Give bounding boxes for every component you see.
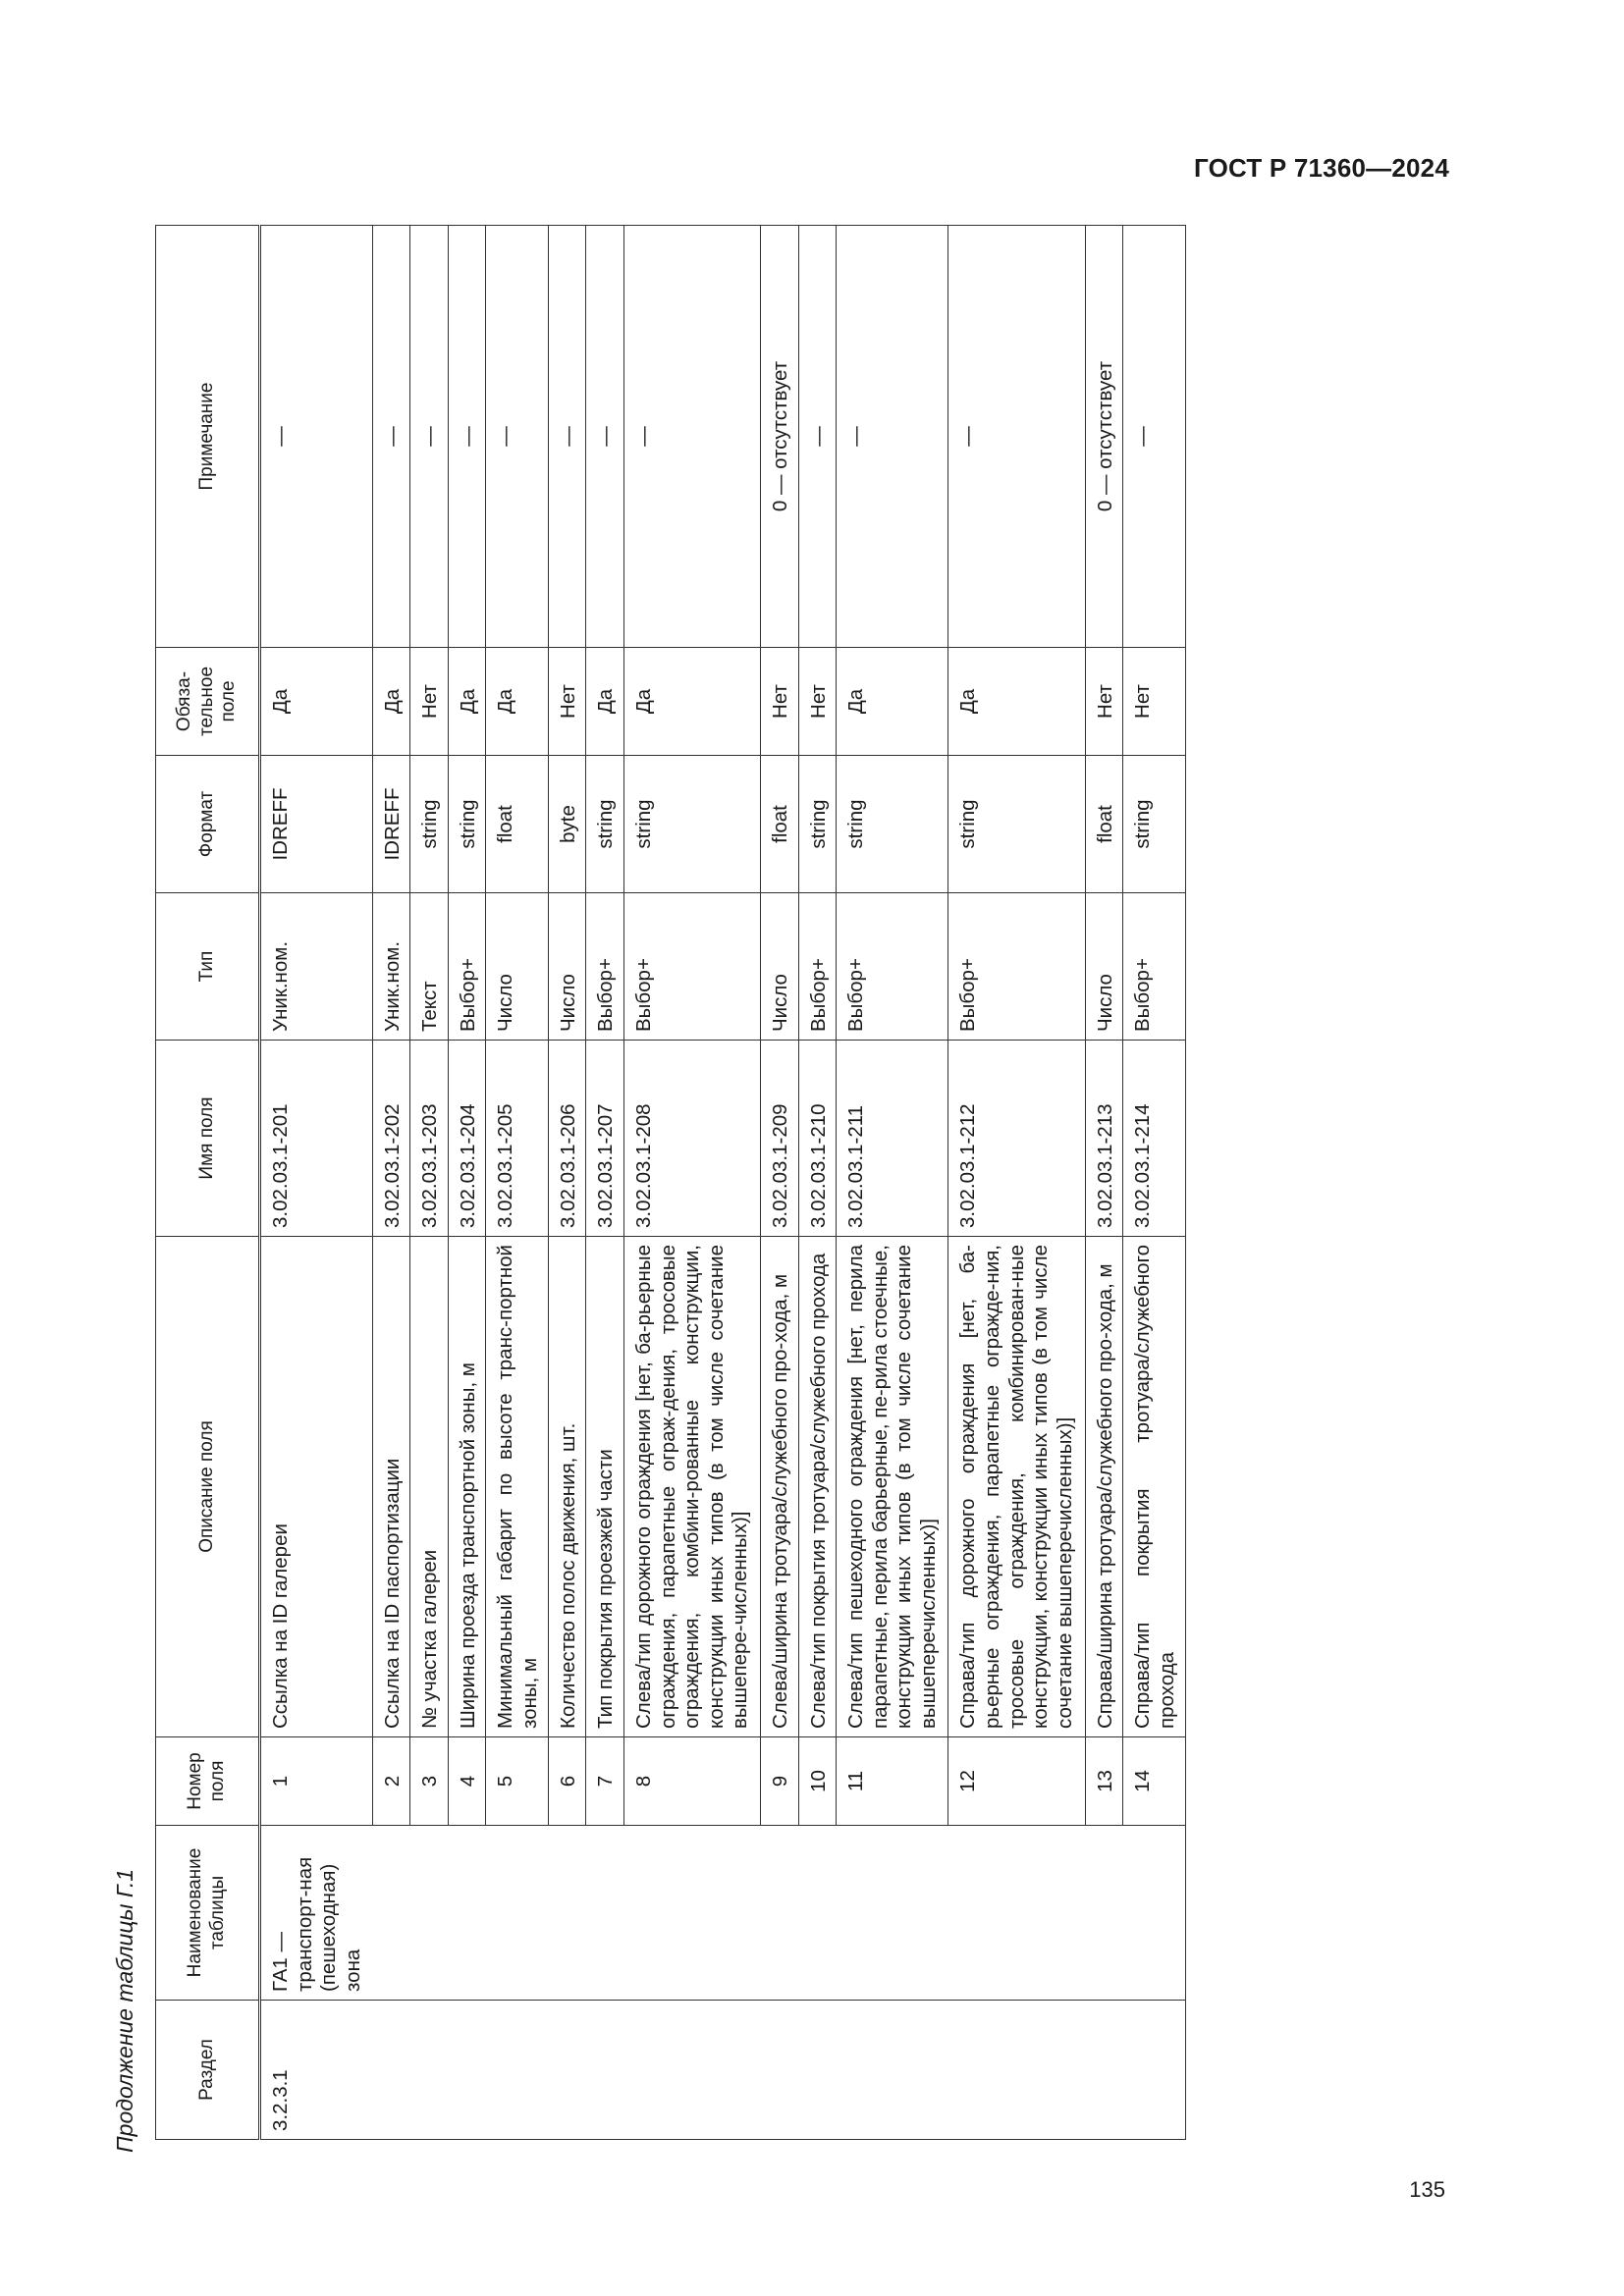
section-cell: 3.2.3.1 — [260, 2001, 373, 2140]
field-number: 2 — [372, 1737, 410, 1826]
table-name-cell — [623, 1826, 760, 2001]
field-format: IDREFF — [372, 756, 410, 893]
field-name: 3.02.03.1-207 — [586, 1041, 624, 1237]
field-note: — — [410, 226, 449, 648]
field-type: Число — [761, 893, 799, 1041]
table-name-cell — [372, 1826, 410, 2001]
table-name-cell — [798, 1826, 837, 2001]
col-header-field-description: Описание поля — [156, 1237, 260, 1737]
field-name: 3.02.03.1-202 — [372, 1041, 410, 1237]
field-format: float — [761, 756, 799, 893]
section-cell — [486, 2001, 549, 2140]
field-description: Справа/тип покрытия тротуара/служебного прохода — [1123, 1237, 1186, 1737]
field-format: float — [486, 756, 549, 893]
col-header-field-name: Имя поля — [156, 1041, 260, 1237]
field-required: Да — [586, 648, 624, 756]
field-name: 3.02.03.1-214 — [1123, 1041, 1186, 1237]
section-cell — [1123, 2001, 1186, 2140]
section-cell — [761, 2001, 799, 2140]
field-note: — — [837, 226, 948, 648]
col-header-section: Раздел — [156, 2001, 260, 2140]
section-cell — [623, 2001, 760, 2140]
table-name-cell — [948, 1826, 1085, 2001]
field-format: string — [623, 756, 760, 893]
field-required: Да — [948, 648, 1085, 756]
field-note: — — [260, 226, 373, 648]
field-type: Выбор+ — [798, 893, 837, 1041]
field-note: — — [448, 226, 486, 648]
field-format: float — [1085, 756, 1123, 893]
table-row — [948, 226, 1085, 2140]
field-name: 3.02.03.1-213 — [1085, 1041, 1123, 1237]
table-name-cell — [586, 1826, 624, 2001]
field-type: Выбор+ — [837, 893, 948, 1041]
table-name-cell — [1085, 1826, 1123, 2001]
table-row — [486, 226, 549, 2140]
field-note: — — [372, 226, 410, 648]
field-name: 3.02.03.1-203 — [410, 1041, 449, 1237]
field-note: — — [798, 226, 837, 648]
field-description: Количество полос движения, шт. — [548, 1237, 586, 1737]
field-required: Да — [260, 648, 373, 756]
field-type: Текст — [410, 893, 449, 1041]
table-row — [260, 226, 373, 2140]
field-description: № участка галереи — [410, 1237, 449, 1737]
field-required: Нет — [1123, 648, 1186, 756]
table-row — [623, 226, 760, 2140]
field-note: — — [1123, 226, 1186, 648]
field-description: Ссылка на ID паспортизации — [372, 1237, 410, 1737]
field-type: Выбор+ — [948, 893, 1085, 1041]
field-required: Нет — [761, 648, 799, 756]
table-row — [372, 226, 410, 2140]
field-number: 12 — [948, 1737, 1085, 1826]
table-caption: Продолжение таблицы Г.1 — [112, 1868, 137, 2153]
field-number: 3 — [410, 1737, 449, 1826]
field-number: 1 — [260, 1737, 373, 1826]
col-header-field-number: Номер поля — [156, 1737, 260, 1826]
header-row — [156, 226, 260, 2140]
table-row — [798, 226, 837, 2140]
page-number: 135 — [1409, 2177, 1445, 2202]
field-name: 3.02.03.1-209 — [761, 1041, 799, 1237]
field-required: Нет — [1085, 648, 1123, 756]
field-note: — — [586, 226, 624, 648]
field-note: — — [623, 226, 760, 648]
field-type: Выбор+ — [623, 893, 760, 1041]
section-cell — [548, 2001, 586, 2140]
table-name-cell — [548, 1826, 586, 2001]
table-name-cell — [448, 1826, 486, 2001]
field-type: Уник.ном. — [372, 893, 410, 1041]
field-description: Ссылка на ID галереи — [260, 1237, 373, 1737]
field-format: IDREFF — [260, 756, 373, 893]
field-note: 0 — отсутствует — [1085, 226, 1123, 648]
col-header-type: Тип — [156, 893, 260, 1041]
table-row — [1085, 226, 1123, 2140]
col-header-note: Примечание — [156, 226, 260, 648]
field-required: Нет — [798, 648, 837, 756]
field-note: — — [548, 226, 586, 648]
field-description: Минимальный габарит по высоте транс-портной зоны, м — [486, 1237, 549, 1737]
field-note: — — [948, 226, 1085, 648]
section-cell — [410, 2001, 449, 2140]
field-name: 3.02.03.1-208 — [623, 1041, 760, 1237]
field-required: Нет — [410, 648, 449, 756]
field-name: 3.02.03.1-204 — [448, 1041, 486, 1237]
field-format: string — [1123, 756, 1186, 893]
field-format: string — [410, 756, 449, 893]
field-description: Справа/тип дорожного ограждения [нет, ба-рьерные ограждения, парапетные огражде-ния, тросовые ограждения, комбинирован-ные конструкции, конструкции иных типов (в том числе сочетание вышеперечисленных)] — [948, 1237, 1085, 1737]
document-id: ГОСТ Р 71360—2024 — [1194, 153, 1449, 183]
field-format: byte — [548, 756, 586, 893]
field-required: Да — [372, 648, 410, 756]
field-required: Нет — [548, 648, 586, 756]
table-name-cell — [1123, 1826, 1186, 2001]
field-type: Уник.ном. — [260, 893, 373, 1041]
field-number: 5 — [486, 1737, 549, 1826]
field-format: string — [948, 756, 1085, 893]
section-cell — [948, 2001, 1085, 2140]
field-required: Да — [486, 648, 549, 756]
table-name-cell — [761, 1826, 799, 2001]
table-row — [1123, 226, 1186, 2140]
field-format: string — [448, 756, 486, 893]
field-name: 3.02.03.1-205 — [486, 1041, 549, 1237]
field-description: Тип покрытия проезжей части — [586, 1237, 624, 1737]
field-type: Выбор+ — [1123, 893, 1186, 1041]
table-row — [548, 226, 586, 2140]
field-number: 4 — [448, 1737, 486, 1826]
field-name: 3.02.03.1-211 — [837, 1041, 948, 1237]
field-description: Слева/тип пешеходного ограждения [нет, перила парапетные, перила барьерные, пе-рила стоечные, конструкции иных типов (в том числе сочетание вышеперечисленных)] — [837, 1237, 948, 1737]
table-row — [761, 226, 799, 2140]
col-header-format: Формат — [156, 756, 260, 893]
table-container — [155, 226, 1186, 2140]
field-number: 13 — [1085, 1737, 1123, 1826]
field-type: Число — [1085, 893, 1123, 1041]
col-header-required: Обяза-тельное поле — [156, 648, 260, 756]
section-cell — [1085, 2001, 1123, 2140]
field-number: 8 — [623, 1737, 760, 1826]
section-cell — [448, 2001, 486, 2140]
field-format: string — [837, 756, 948, 893]
field-name: 3.02.03.1-201 — [260, 1041, 373, 1237]
field-name: 3.02.03.1-210 — [798, 1041, 837, 1237]
field-number: 11 — [837, 1737, 948, 1826]
field-description: Ширина проезда транспортной зоны, м — [448, 1237, 486, 1737]
field-type: Число — [486, 893, 549, 1041]
field-number: 7 — [586, 1737, 624, 1826]
field-format: string — [798, 756, 837, 893]
field-number: 14 — [1123, 1737, 1186, 1826]
table-name-cell — [837, 1826, 948, 2001]
field-note: 0 — отсутствует — [761, 226, 799, 648]
section-cell — [586, 2001, 624, 2140]
field-type: Число — [548, 893, 586, 1041]
field-name: 3.02.03.1-206 — [548, 1041, 586, 1237]
table-row — [448, 226, 486, 2140]
field-required: Да — [623, 648, 760, 756]
field-format: string — [586, 756, 624, 893]
section-cell — [372, 2001, 410, 2140]
table-row — [410, 226, 449, 2140]
field-number: 10 — [798, 1737, 837, 1826]
col-header-table-name: Наименование таблицы — [156, 1826, 260, 2001]
field-description: Слева/ширина тротуара/служебного про-хода, м — [761, 1237, 799, 1737]
field-number: 6 — [548, 1737, 586, 1826]
field-required: Да — [448, 648, 486, 756]
field-description: Справа/ширина тротуара/служебного про-хода, м — [1085, 1237, 1123, 1737]
fields-table — [155, 225, 1186, 2140]
table-name-cell — [486, 1826, 549, 2001]
table-row — [586, 226, 624, 2140]
table-name-cell — [410, 1826, 449, 2001]
field-description: Слева/тип дорожного ограждения [нет, ба-рьерные ограждения, парапетные ограж-дения, тросовые ограждения, комбини-рованные конструкции, конструкции иных типов (в том числе сочетание вышепере-численных)] — [623, 1237, 760, 1737]
field-number: 9 — [761, 1737, 799, 1826]
field-type: Выбор+ — [448, 893, 486, 1041]
field-description: Слева/тип покрытия тротуара/служебного прохода — [798, 1237, 837, 1737]
section-cell — [798, 2001, 837, 2140]
table-name-cell: ГА1 — транспорт-ная (пешеходная) зона — [260, 1826, 373, 2001]
table-row — [837, 226, 948, 2140]
field-name: 3.02.03.1-212 — [948, 1041, 1085, 1237]
field-type: Выбор+ — [586, 893, 624, 1041]
field-required: Да — [837, 648, 948, 756]
field-note: — — [486, 226, 549, 648]
section-cell — [837, 2001, 948, 2140]
